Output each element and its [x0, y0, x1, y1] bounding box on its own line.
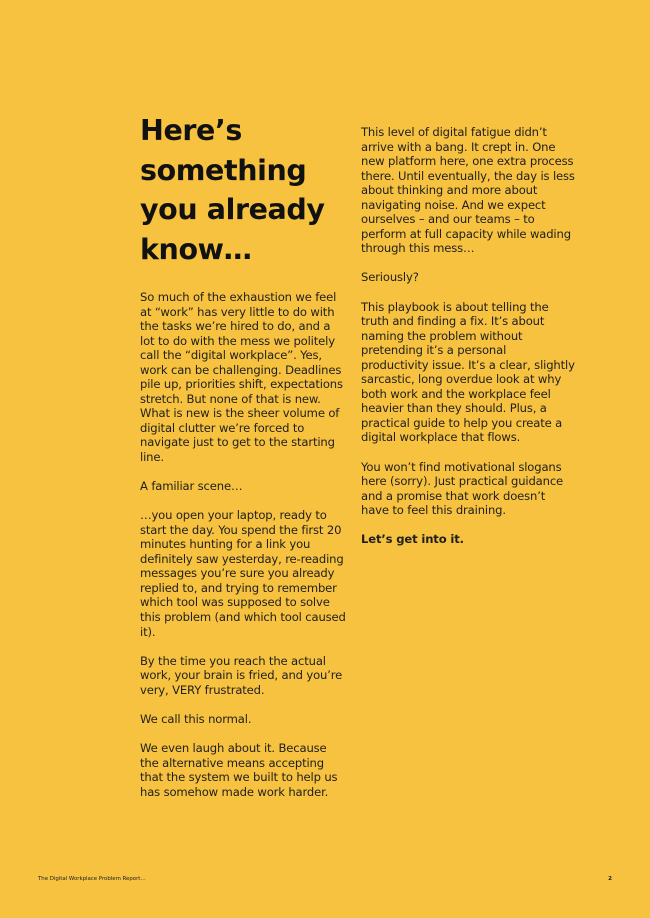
right-column	[361, 125, 575, 561]
page-heading: Here’s something you already know…	[140, 114, 325, 266]
frustration-paragraph: By the time you reach the actual work, your brain is fried, and you’re very, VERY frustrated.	[140, 653, 343, 697]
fatigue-paragraph: This level of digital fatigue didn’t arrive with a bang. It crept in. One new platform here, one extra process there. Until eventually, the day is less about thinking and more about navigating noise. And we expect ourselves – and our teams – to perform at full capacity while wading through this mess…	[361, 125, 575, 256]
playbook-paragraph: This playbook is about telling the truth and finding a fix. It’s about naming the problem without pretending it’s a personal productivity issue. It’s a clear, slightly sarcastic, long overdue look at why both work and the workplace feel heavier than they should. Plus, a practical guide to help you create a digital workplace that flows.	[361, 299, 575, 445]
left-column	[140, 290, 348, 814]
scene-description-paragraph: …you open your laptop, ready to start the day. You spend the first 20 minutes hunting for a link you definitely saw yesterday, re-reading messages you’re sure you already replied to, and trying to remember which tool was supposed to solve this problem (and which tool caused it).	[140, 508, 346, 639]
seriously-paragraph: Seriously?	[361, 270, 419, 285]
laugh-paragraph: We even laugh about it. Because the alternative means accepting that the system we built to help us has somehow made work harder.	[140, 740, 338, 799]
slogans-paragraph: You won’t find motivational slogans here (sorry). Just practical guidance and a promise that work doesn’t have to feel this draining.	[361, 459, 564, 518]
call-to-action: Let’s get into it.	[361, 532, 464, 547]
familiar-scene-paragraph: A familiar scene…	[140, 479, 243, 494]
intro-paragraph: So much of the exhaustion we feel at “work” has very little to do with the tasks we’re hired to do, and a lot to do with the mess we politely call the “digital workplace”. Yes, work can be challenging. Deadlines pile up, priorities shift, expectations stretch. But none of that is new. What is new is the sheer volume of digital clutter we’re forced to navigate just to get to the starting line.	[140, 290, 343, 465]
page-number: 2	[608, 876, 612, 882]
normal-paragraph: We call this normal.	[140, 711, 252, 726]
footer-report-title: The Digital Workplace Problem Report…	[38, 876, 146, 882]
